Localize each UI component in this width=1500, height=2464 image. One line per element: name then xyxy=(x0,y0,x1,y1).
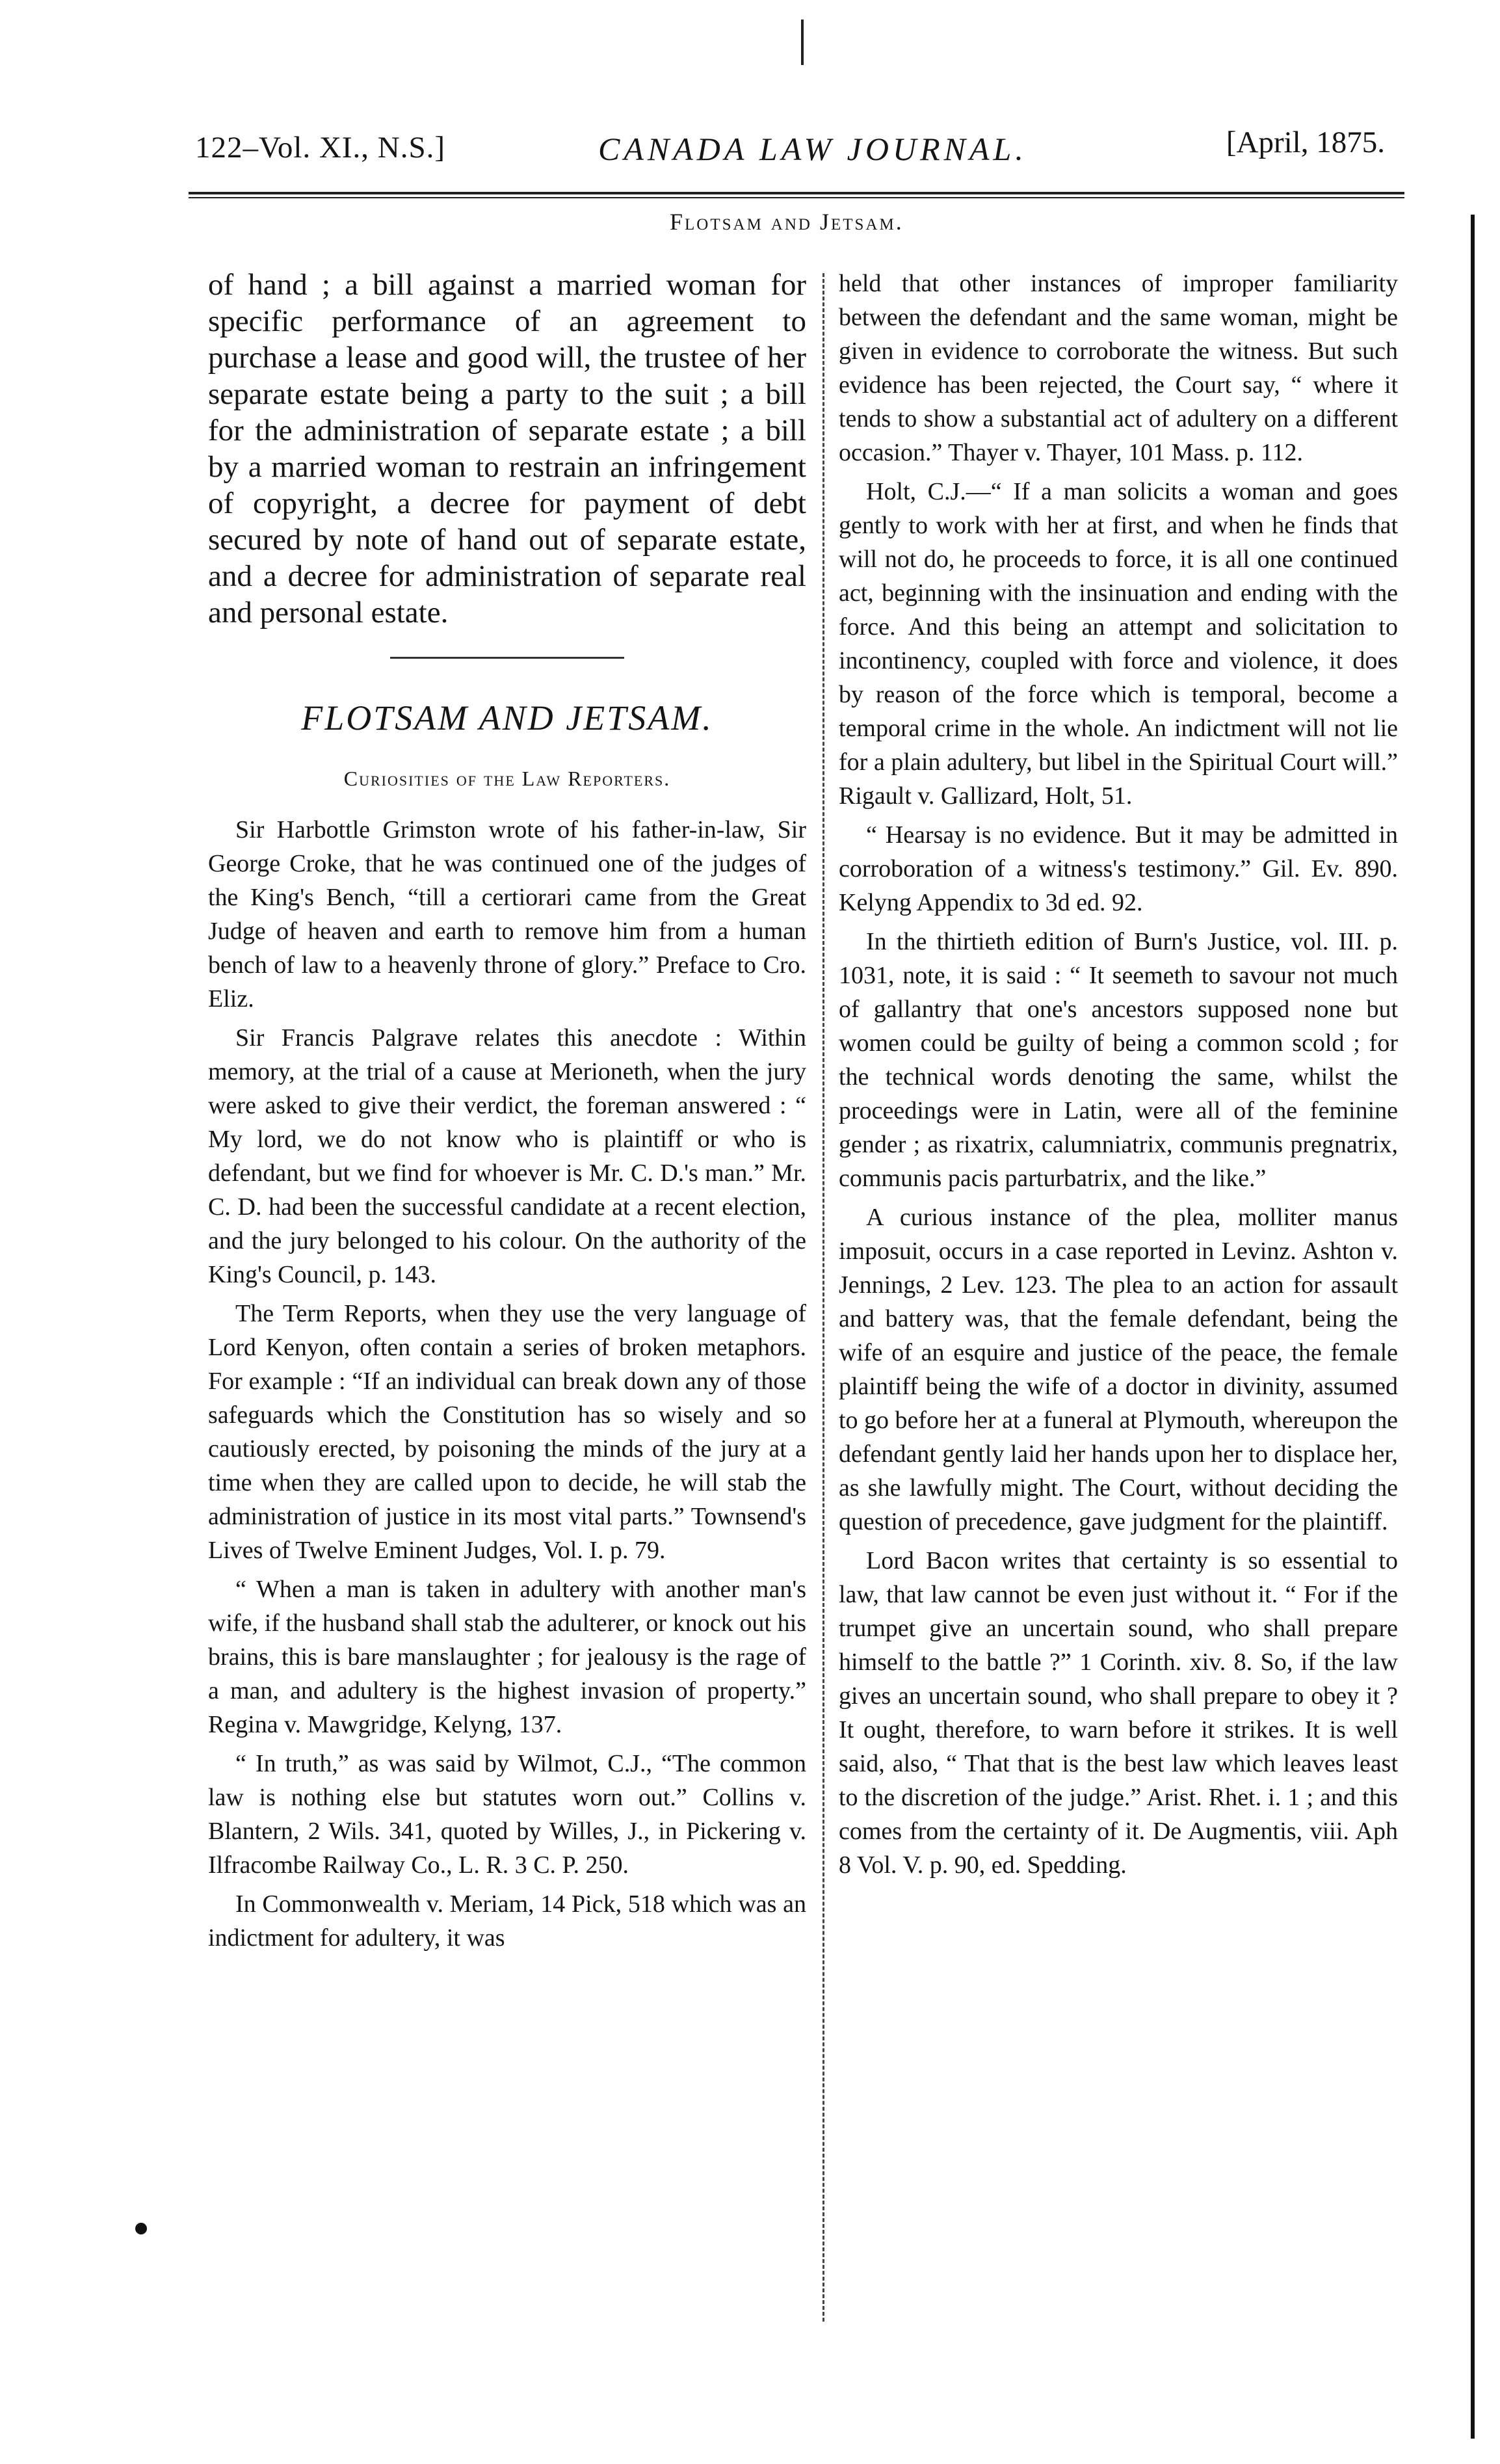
running-head xyxy=(195,126,1385,176)
paragraph: “ Hearsay is no evidence. But it may be admitted in corroboration of a witness's testimony.” Gil. Ev. 890. Kelyng Appendix to 3d ed. 92. xyxy=(839,821,1398,916)
right-column xyxy=(839,267,1398,1887)
section-heading: Flotsam and Jetsam. xyxy=(670,209,904,235)
article-title: FLOTSAM AND JETSAM. xyxy=(301,698,713,737)
column-divider xyxy=(822,273,824,2322)
paragraph: held that other instances of improper familiarity between the defendant and the same woman, might be given in evidence to corroborate the witness. But such evidence has been rejected, the Court say, “ where it tends to show a substantial act of adultery on a different occasion.” Thayer v. Thayer, 101 Mass. p. 112. xyxy=(839,270,1398,466)
paragraph: In Commonwealth v. Meriam, 14 Pick, 518 which was an indictment for adultery, it was xyxy=(208,1890,806,1952)
volume-number: 122–Vol. XI., N.S.] xyxy=(195,131,446,165)
paragraph: In the thirtieth edition of Burn's Justice, vol. III. p. 1031, note, it is said : “ It seemeth to savour not much of gallantry that one's ancestors supposed none but women could be guilty of being a common scold ; for the technical words denoting the same, whilst the proceedings were in Latin, were all of the feminine gender ; as rixatrix, calumniatrix, communis pregnatrix, communis pacis parturbatrix, and the like.” xyxy=(839,928,1398,1192)
paragraph: Lord Bacon writes that certainty is so essential to law, that law cannot be even just without it. “ For if the trumpet give an uncertain sound, who shall prepare himself to the battle ?” 1 Corinth. xiv. 8. So, if the law gives an uncertain sound, who shall prepare to obey it ? It ought, therefore, to warn before it strikes. It is well said, also, “ That that is the best law which leaves least to the discretion of the judge.” Arist. Rhet. i. 1 ; and this comes from the certainty of it. De Augmentis, viii. Aph 8 Vol. V. p. 90, ed. Spedding. xyxy=(839,1547,1398,1879)
page-edge-line xyxy=(1471,215,1475,2439)
paragraph: Sir Harbottle Grimston wrote of his father-in-law, Sir George Croke, that he was continued one of the judges of the King's Bench, “till a certiorari came from the Great Judge of heaven and earth to remove him from a human bench of law to a heavenly throne of glory.” Preface to Cro. Eliz. xyxy=(208,816,806,1013)
continued-paragraph: of hand ; a bill against a married woman for specific performance of an agreement to purchase a lease and good will, the trustee of her separate estate being a party to the suit ; a bill for the administration of separate estate ; a bill by a married woman to restrain an infringement of copyright, a decree for payment of debt secured by note of hand out of separate estate, and a decree for administration of separate real and personal estate. xyxy=(208,268,806,629)
paragraph: Sir Francis Palgrave relates this anecdote : Within memory, at the trial of a cause at Merioneth, when the jury were asked to give their verdict, the foreman answered : “ My lord, we do not know who is plaintiff or who is defendant, but we find for whoever is Mr. C. D.'s man.” Mr. C. D. had been the successful candidate at a recent election, and the jury belonged to his colour. On the authority of the King's Council, p. 143. xyxy=(208,1024,806,1288)
paragraph: The Term Reports, when they use the very language of Lord Kenyon, often contain a series of broken metaphors. For example : “If an individual can break down any of those safeguards which the Constitution has so wisely and so cautiously erected, by poisoning the minds of the jury at a time when they are called upon to decide, he will stab the administration of justice in its most vital parts.” Townsend's Lives of Twelve Eminent Judges, Vol. I. p. 79. xyxy=(208,1300,806,1564)
paragraph: Holt, C.J.—“ If a man solicits a woman and goes gently to work with her at first, and when he finds that will not do, he proceeds to force, it is all one continued act, beginning with the insinuation and ending with the force. And this being an attempt and solicitation to incontinency, coupled with force and violence, it does by reason of the force which is temporal, become a temporal crime in the whole. An indictment will not lie for a plain adultery, but libel in the Spiritual Court will.” Rigault v. Gallizard, Holt, 51. xyxy=(839,478,1398,810)
paragraph: “ In truth,” as was said by Wilmot, C.J., “The common law is nothing else but statutes worn out.” Collins v. Blantern, 2 Wils. 341, quoted by Willes, J., in Pickering v. Ilfracombe Railway Co., L. R. 3 C. P. 250. xyxy=(208,1750,806,1879)
article-subheading: Curiosities of the Law Reporters. xyxy=(343,767,671,790)
paragraph: “ When a man is taken in adultery with another man's wife, if the husband shall stab the adulterer, or knock out his brains, this is bare manslaughter ; for jealousy is the rage of a man, and adultery is the highest invasion of property.” Regina v. Mawgridge, Kelyng, 137. xyxy=(208,1576,806,1738)
issue-date: [April, 1875. xyxy=(1226,126,1385,159)
page-edge-mark xyxy=(801,20,804,65)
section-divider xyxy=(390,657,624,659)
journal-title: CANADA LAW JOURNAL. xyxy=(598,131,1027,167)
header-rule-thin xyxy=(189,197,1404,198)
paragraph: A curious instance of the plea, molliter manus imposuit, occurs in a case reported in Levinz. Ashton v. Jennings, 2 Lev. 123. The plea to an action for assault and battery was, that the female defendant, being the wife of an esquire and justice of the peace, the female plaintiff being the wife of a doctor in divinity, assumed to go before her at a funeral at Plymouth, whereupon the defendant gently laid her hands upon her to displace her, as she lawfully might. The Court, without deciding the question of precedence, gave judgment for the plaintiff. xyxy=(839,1204,1398,1535)
margin-mark xyxy=(135,2223,147,2234)
left-column xyxy=(208,267,806,1960)
header-rule xyxy=(189,192,1404,194)
